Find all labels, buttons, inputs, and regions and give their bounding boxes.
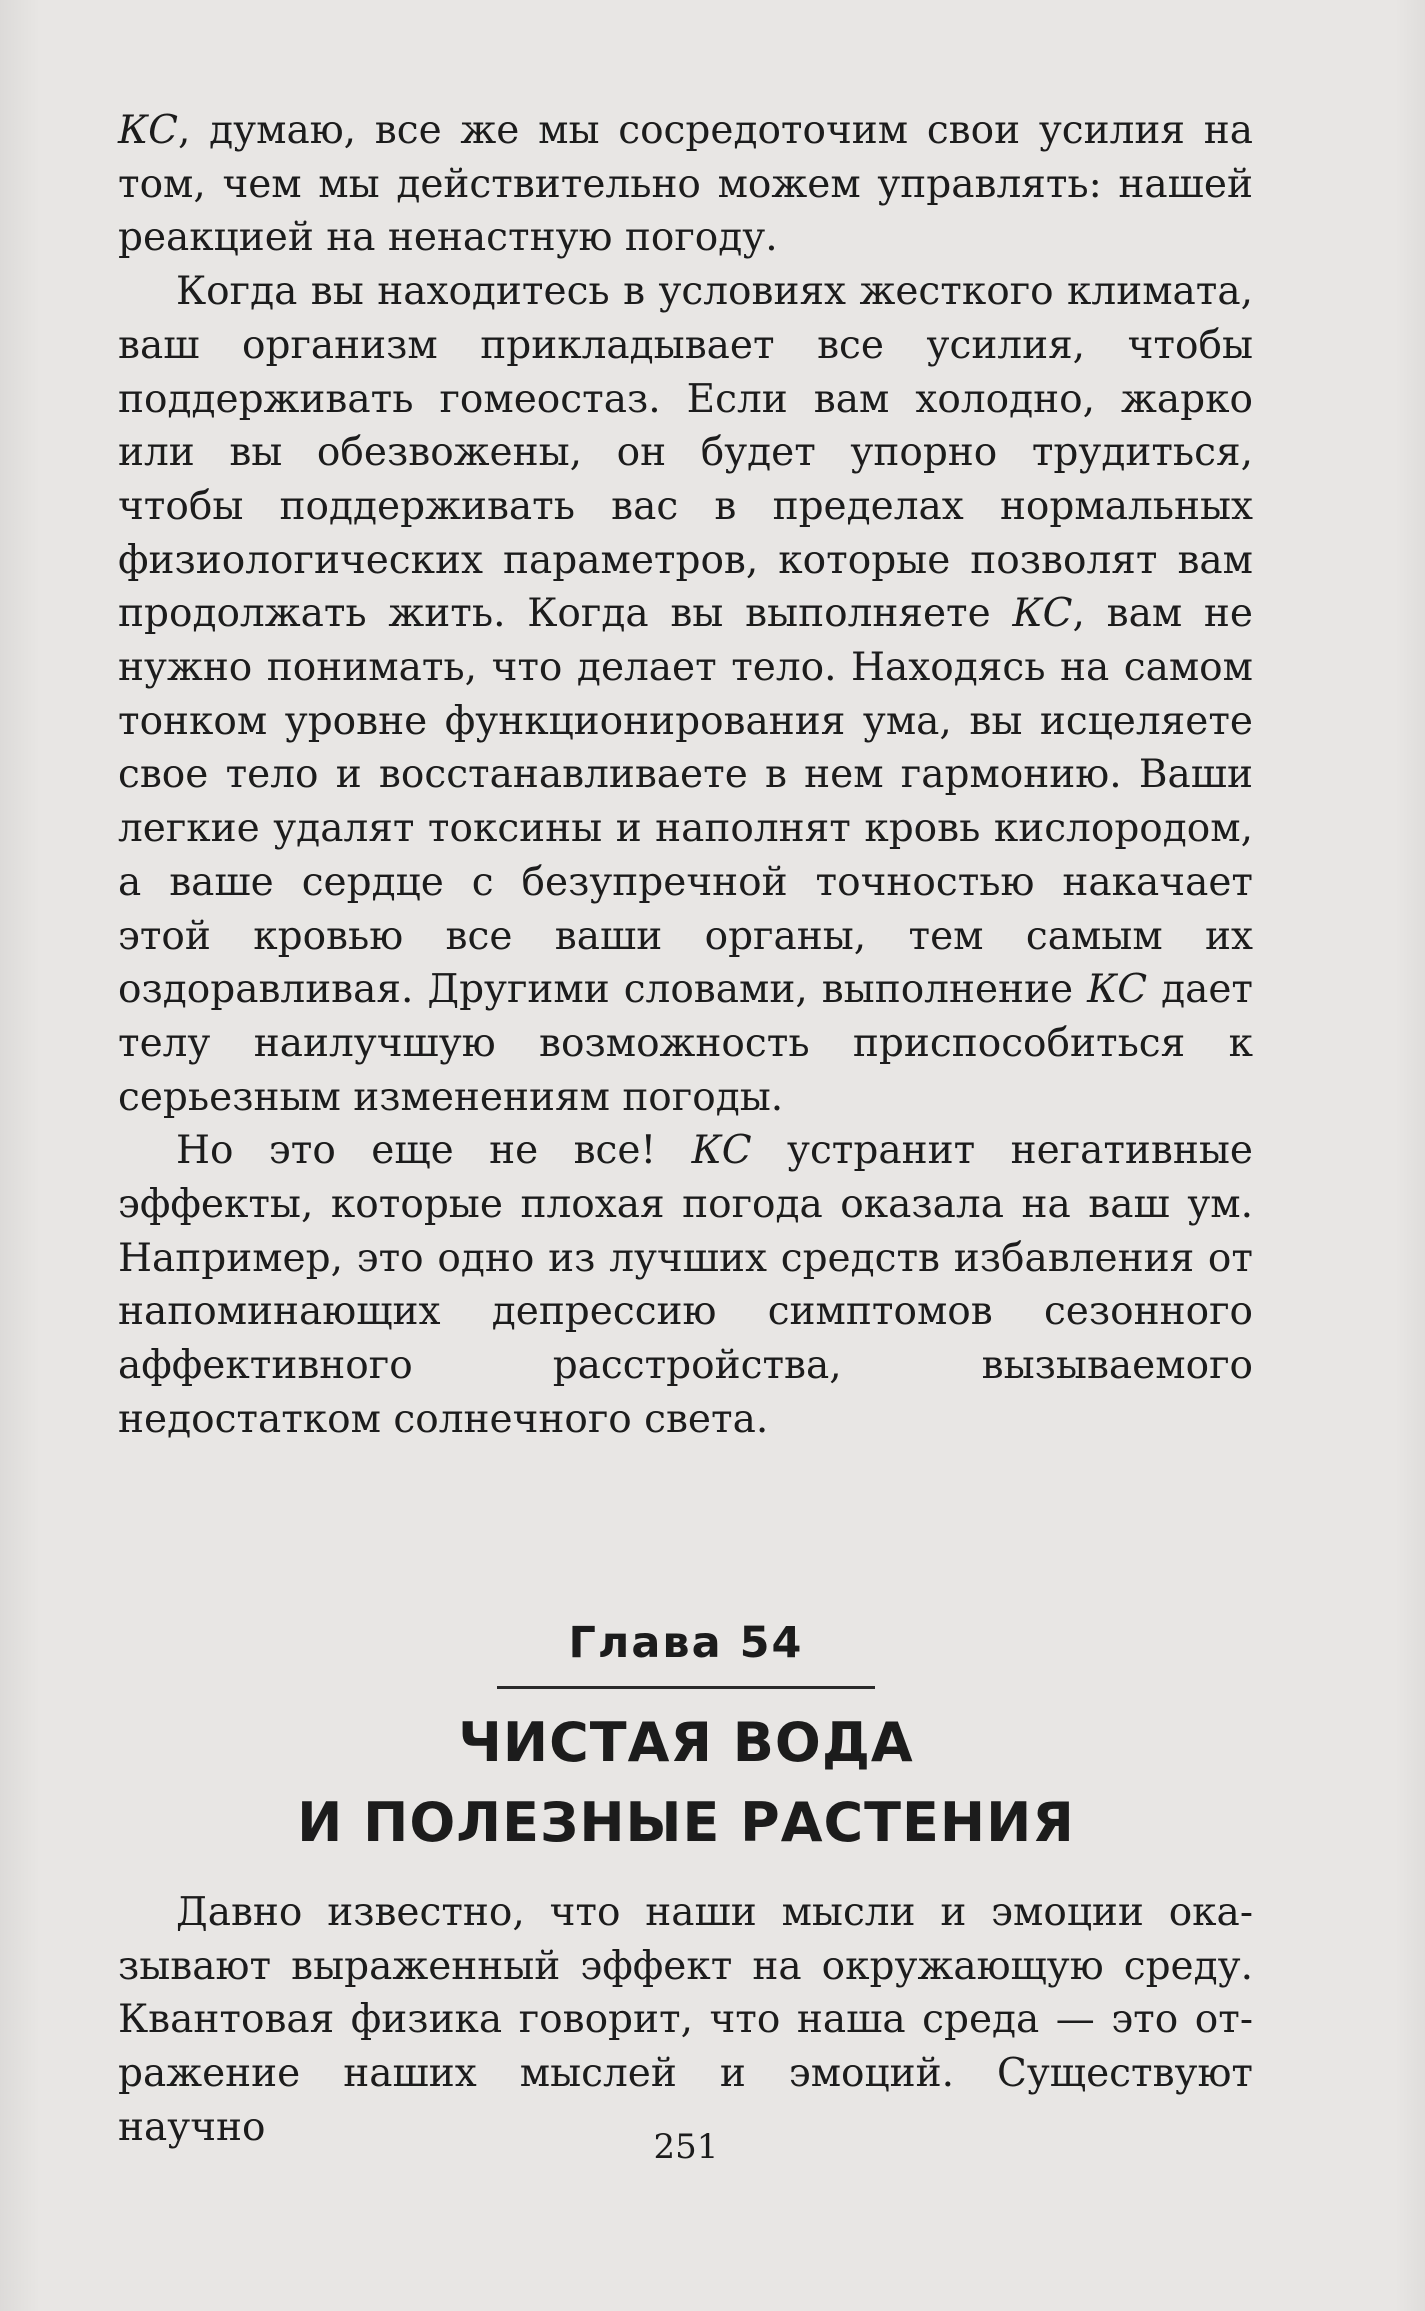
paragraph-4: Давно известно, что наши мысли и эмоции оказывают выраженный эффект на окружающую среду. Квантовая физика говорит, что наша среда — это отражение наших мыслей и эмоций. Существуют научно bbox=[118, 1890, 1253, 2150]
chapter-title-line-2: И ПОЛЕЗНЫЕ РАСТЕНИЯ bbox=[297, 1791, 1075, 1854]
paragraph-1: КС, думаю, все же мы сосредоточим свои усилия на том, чем мы действительно можем управлять: нашей реакцией на ненастную погоду. bbox=[118, 108, 1253, 261]
body-text-bottom bbox=[118, 1886, 1253, 2155]
page-number: 251 bbox=[653, 2127, 719, 2167]
paragraph-2: Когда вы находитесь в условиях жесткого климата, ваш организм прикладывает все усилия, чтобы поддерживать гомеостаз. Если вам холодно, жарко или вы обезвожены, он будет упорно трудиться, чтобы поддерживать вас в пределах нормальных физиологических параметров, которые позволят вам продолжать жить. Когда вы выполняете КС, вам не нужно понимать, что делает тело. Находясь на самом тонком уровне функционирования ума, вы исцеляете свое тело и восстанавливаете в нем гармонию. Ваши легкие удалят токсины и наполнят кровь кислородом, а ваше сердце с безупречной точностью накачает этой кровью все ваши органы, тем самым их оздоравливая. Другими словами, выполнение КС дает телу наилучшую возможность приспособиться к серьезным изменениям погоды. bbox=[118, 269, 1253, 1120]
chapter-title bbox=[0, 1703, 1372, 1863]
body-text-top bbox=[118, 104, 1253, 1447]
chapter-title-line-1: ЧИСТАЯ ВОДА bbox=[458, 1711, 914, 1774]
paragraph-3: Но это еще не все! КС устранит негативные эффекты, которые плохая погода оказала на ваш ум. Например, это одно из лучших средств избавления от напоминающих депрессию симптомов сезонного аффективного расстройства, вызываемого недостатком солнечного света. bbox=[118, 1128, 1253, 1442]
chapter-label: Глава 54 bbox=[568, 1618, 804, 1668]
chapter-divider bbox=[497, 1686, 875, 1689]
